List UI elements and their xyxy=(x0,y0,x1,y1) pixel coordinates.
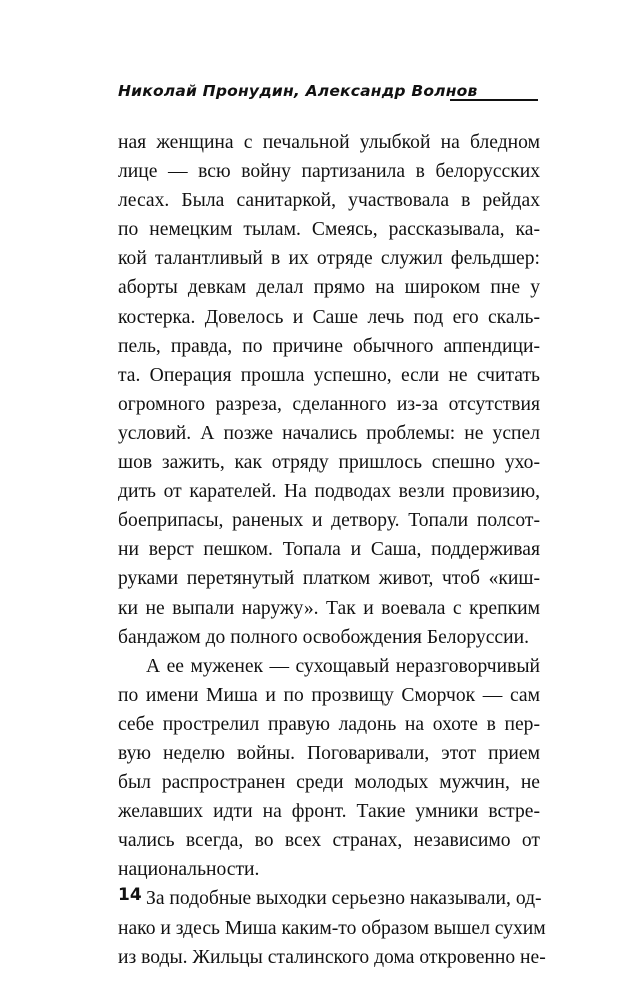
text-line: пель, правда, по причине обычного аппендици- xyxy=(118,335,540,357)
text-line: ная женщина с печальной улыбкой на бледном xyxy=(118,132,540,153)
page-number: 14 xyxy=(118,885,142,905)
text-line: чались всегда, во всех странах, независимо от xyxy=(118,830,540,852)
text-line: кой талантливый в их отряде служил фельдшер: xyxy=(118,248,540,270)
page-body xyxy=(118,128,546,972)
text-line: бандажом до полного освобождения Белоруссии. xyxy=(118,626,529,648)
header-rule xyxy=(450,99,538,101)
text-line: желавших идти на фронт. Такие умники встре- xyxy=(118,801,540,823)
text-line: ни верст пешком. Топала и Саша, поддерживая xyxy=(118,539,540,561)
text-line: та. Операция прошла успешно, если не считать xyxy=(118,364,540,386)
text-line: дить от карателей. На подводах везли провизию, xyxy=(118,481,540,503)
text-line: руками перетянутый платком живот, чтоб «киш- xyxy=(118,568,540,590)
text-line: ки не выпали наружу». Так и воевала с крепким xyxy=(118,597,540,619)
text-line: по имени Миша и по прозвищу Сморчок — сам xyxy=(118,684,540,706)
text-line: аборты девкам делал прямо на широком пне у xyxy=(118,277,540,299)
text-line: условий. А позже начались проблемы: не успел xyxy=(118,422,540,444)
text-line: боеприпасы, раненых и детвору. Топали полсот- xyxy=(118,510,540,532)
text-line: вую неделю войны. Поговаривали, этот прием xyxy=(118,742,540,764)
text-line: костерка. Довелось и Саше лечь под его скаль- xyxy=(118,306,540,328)
text-line: За подобные выходки серьезно наказывали, од- xyxy=(146,888,542,910)
text-line: из воды. Жильцы сталинского дома откровенно не- xyxy=(118,946,546,968)
text-line: огромного разреза, сделанного из-за отсутствия xyxy=(118,393,540,415)
running-title: Николай Пронудин, Александр Волнов xyxy=(118,82,478,100)
text-line: был распространен среди молодых мужчин, не xyxy=(118,772,540,794)
text-line: шов зажить, как отряду пришлось спешно ухо- xyxy=(118,452,540,474)
text-line: нако и здесь Миша каким-то образом вышел сухим xyxy=(118,917,546,939)
text-line: по немецким тылам. Смеясь, рассказывала, ка- xyxy=(118,219,540,241)
text-line: А ее муженек — сухощавый неразговорчивый xyxy=(146,655,540,677)
text-line: лесах. Была санитаркой, участвовала в рейдах xyxy=(118,190,540,212)
text-line: лице — всю войну партизанила в белорусских xyxy=(118,161,540,183)
running-header xyxy=(118,80,538,106)
text-line: себе прострелил правую ладонь на охоте в пер- xyxy=(118,713,540,735)
text-line: национальности. xyxy=(118,859,260,881)
